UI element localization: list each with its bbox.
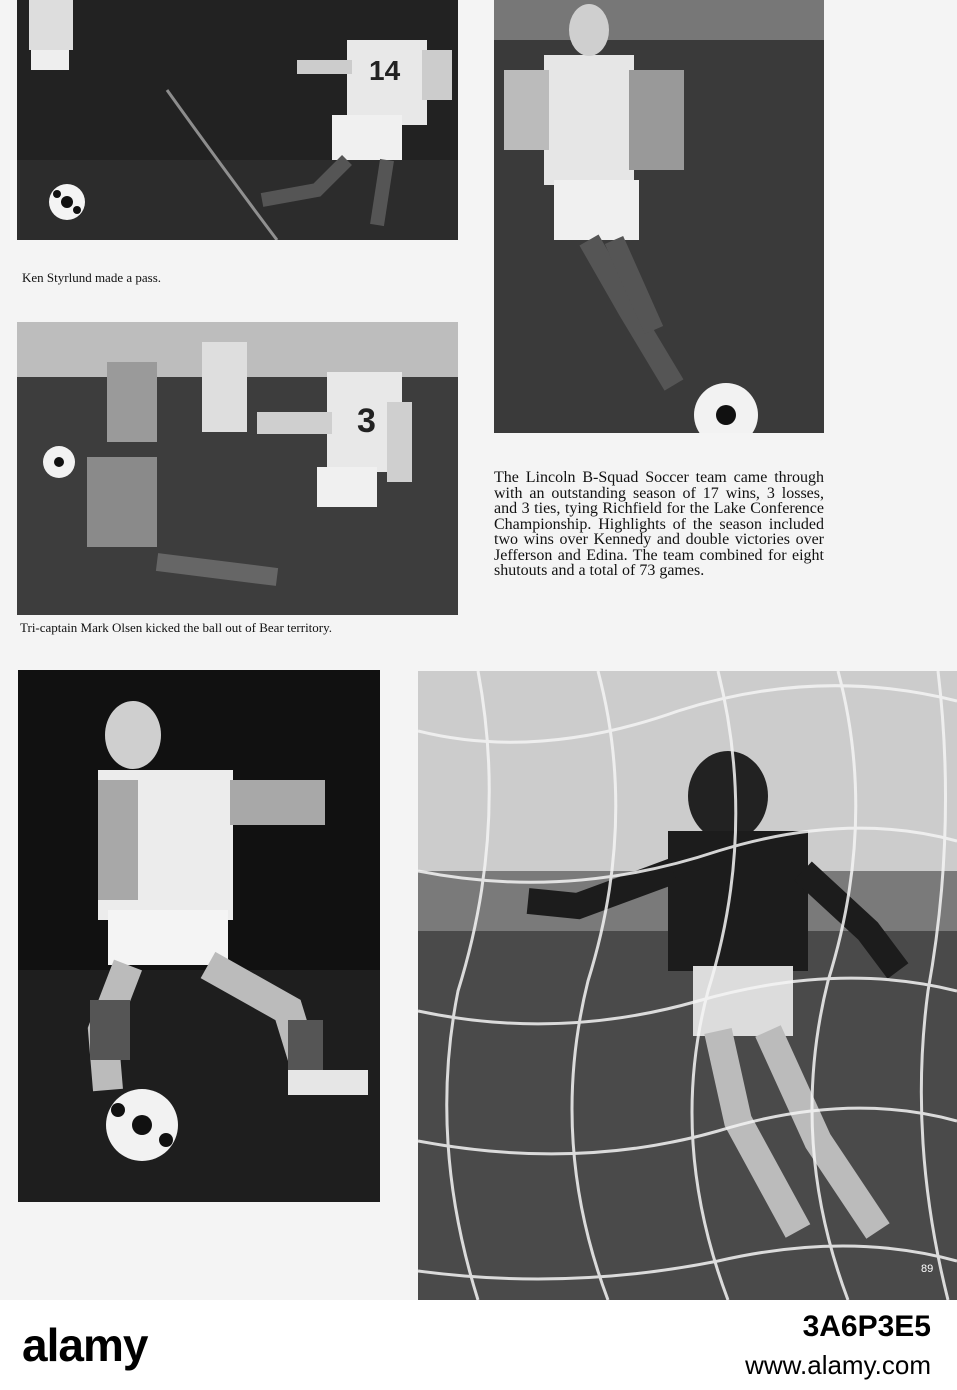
photo-ken-styrlund-pass xyxy=(17,0,458,240)
footer-url[interactable]: www.alamy.com xyxy=(745,1350,931,1380)
image-id: 3A6P3E5 xyxy=(802,1310,931,1343)
photo-player-kicking-right xyxy=(494,0,824,433)
caption-top-left: Ken Styrlund made a pass. xyxy=(22,270,162,285)
alamy-logo: alamy xyxy=(22,1319,148,1371)
jersey-number-3: 3 xyxy=(357,402,376,440)
jersey-number-14: 14 xyxy=(369,55,401,86)
watermark-footer xyxy=(0,1300,957,1390)
article-body: The Lincoln B-Squad Soccer team came through with an outstanding season of 17 wins, 3 losses, and 3 ties, tying Richfield for the Lake Conference Championship. Highlights of the season included two wins over Kennedy and double victories over Jefferson and Edina. The team combined for eight shutouts and a total of 73 games. xyxy=(494,469,824,579)
photo-player-dribbling xyxy=(18,670,380,1202)
caption-middle-left: Tri-captain Mark Olsen kicked the ball out of Bear territory. xyxy=(20,620,333,635)
photo-mark-olsen-kick xyxy=(17,322,458,615)
photo-goalkeeper-through-net xyxy=(418,671,957,1300)
page-number: 89 xyxy=(921,1263,934,1275)
